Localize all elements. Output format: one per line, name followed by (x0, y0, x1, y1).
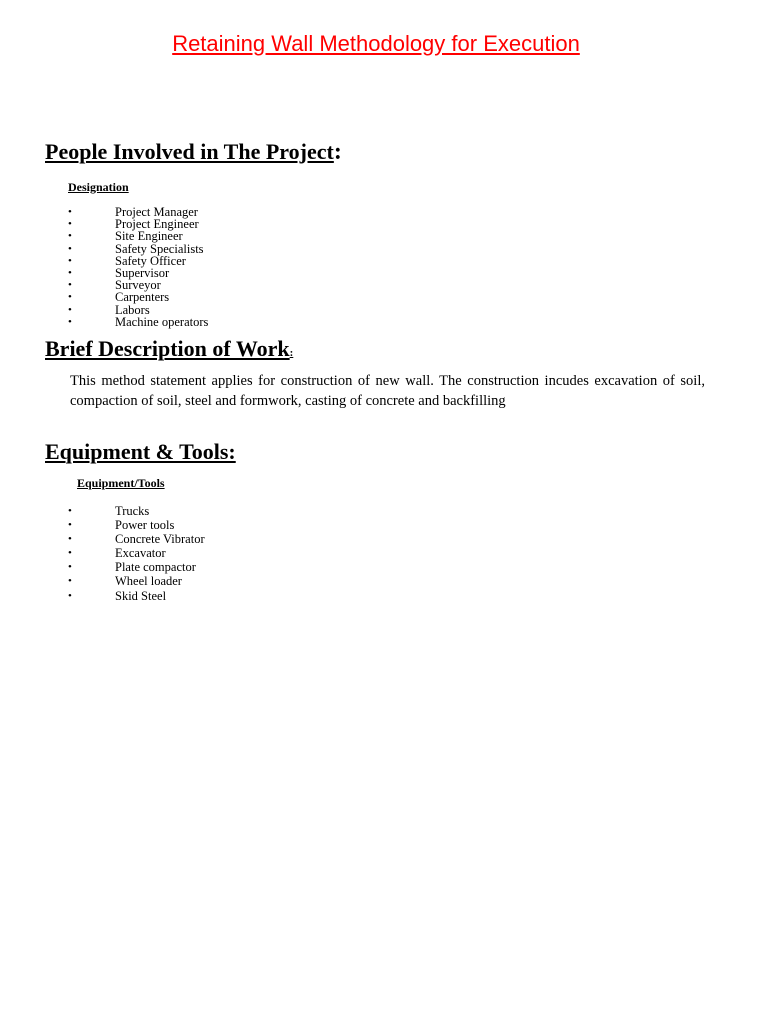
list-item-label: Project Manager (115, 205, 198, 219)
list-item-label: Project Engineer (115, 217, 199, 232)
bullet-icon: • (68, 533, 72, 546)
list-item (68, 518, 205, 532)
list-item-label: Plate compactor (115, 560, 196, 575)
bullet-icon: • (68, 575, 72, 588)
bullet-icon: • (68, 547, 72, 560)
list-item-label: Safety Officer (115, 253, 186, 268)
equipment-tools-label: Equipment/Tools (77, 476, 165, 490)
list-item (68, 532, 205, 546)
list-item-label: Carpenters (115, 290, 170, 305)
equipment-heading-text: Equipment & Tools: (45, 439, 236, 464)
equipment-list (68, 504, 205, 603)
list-item (68, 546, 205, 560)
description-heading-colon: : (289, 347, 294, 359)
bullet-icon: • (68, 505, 72, 517)
list-item (68, 574, 205, 588)
list-item-label: Machine operators (115, 314, 209, 329)
bullet-icon: • (68, 254, 72, 267)
list-item-label: Site Engineer (115, 229, 183, 244)
list-item-label: Concrete Vibrator (115, 532, 205, 547)
list-item-label: Surveyor (115, 278, 161, 293)
list-item (68, 316, 208, 328)
list-item (68, 560, 205, 574)
bullet-icon: • (68, 267, 72, 280)
people-heading-colon: : (333, 139, 342, 165)
bullet-icon: • (68, 589, 72, 602)
list-item-label: Power tools (115, 518, 175, 533)
bullet-icon: • (68, 279, 72, 292)
description-paragraph: This method statement applies for construction of new wall. The construction incudes excavation of soil, compaction of soil, steel and formwork, casting of concrete and backfilling (70, 373, 705, 409)
description-heading-text: Brief Description of Work (45, 336, 290, 361)
list-item-label: Excavator (115, 546, 166, 561)
description-section-heading (45, 336, 293, 366)
designation-label: Designation (68, 180, 129, 194)
bullet-icon: • (68, 291, 72, 304)
people-list (68, 206, 208, 328)
bullet-icon: • (68, 519, 72, 532)
list-item-label: Wheel loader (115, 574, 182, 589)
list-item-label: Trucks (115, 504, 150, 518)
bullet-icon: • (68, 242, 72, 255)
bullet-icon: • (68, 218, 72, 231)
bullet-icon: • (68, 561, 72, 574)
people-heading-text: People Involved in The Project (45, 139, 334, 164)
equipment-section-heading (45, 439, 236, 465)
list-item-label: Supervisor (115, 266, 170, 281)
list-item-label: Labors (115, 302, 150, 317)
bullet-icon: • (68, 315, 72, 328)
bullet-icon: • (68, 230, 72, 243)
bullet-icon: • (68, 303, 72, 316)
list-item (68, 589, 205, 603)
people-section-heading (45, 139, 342, 165)
list-item (68, 504, 205, 518)
bullet-icon: • (68, 206, 72, 218)
document-title: Retaining Wall Methodology for Execution (172, 31, 580, 56)
list-item-label: Safety Specialists (115, 241, 204, 256)
list-item-label: Skid Steel (115, 588, 167, 603)
